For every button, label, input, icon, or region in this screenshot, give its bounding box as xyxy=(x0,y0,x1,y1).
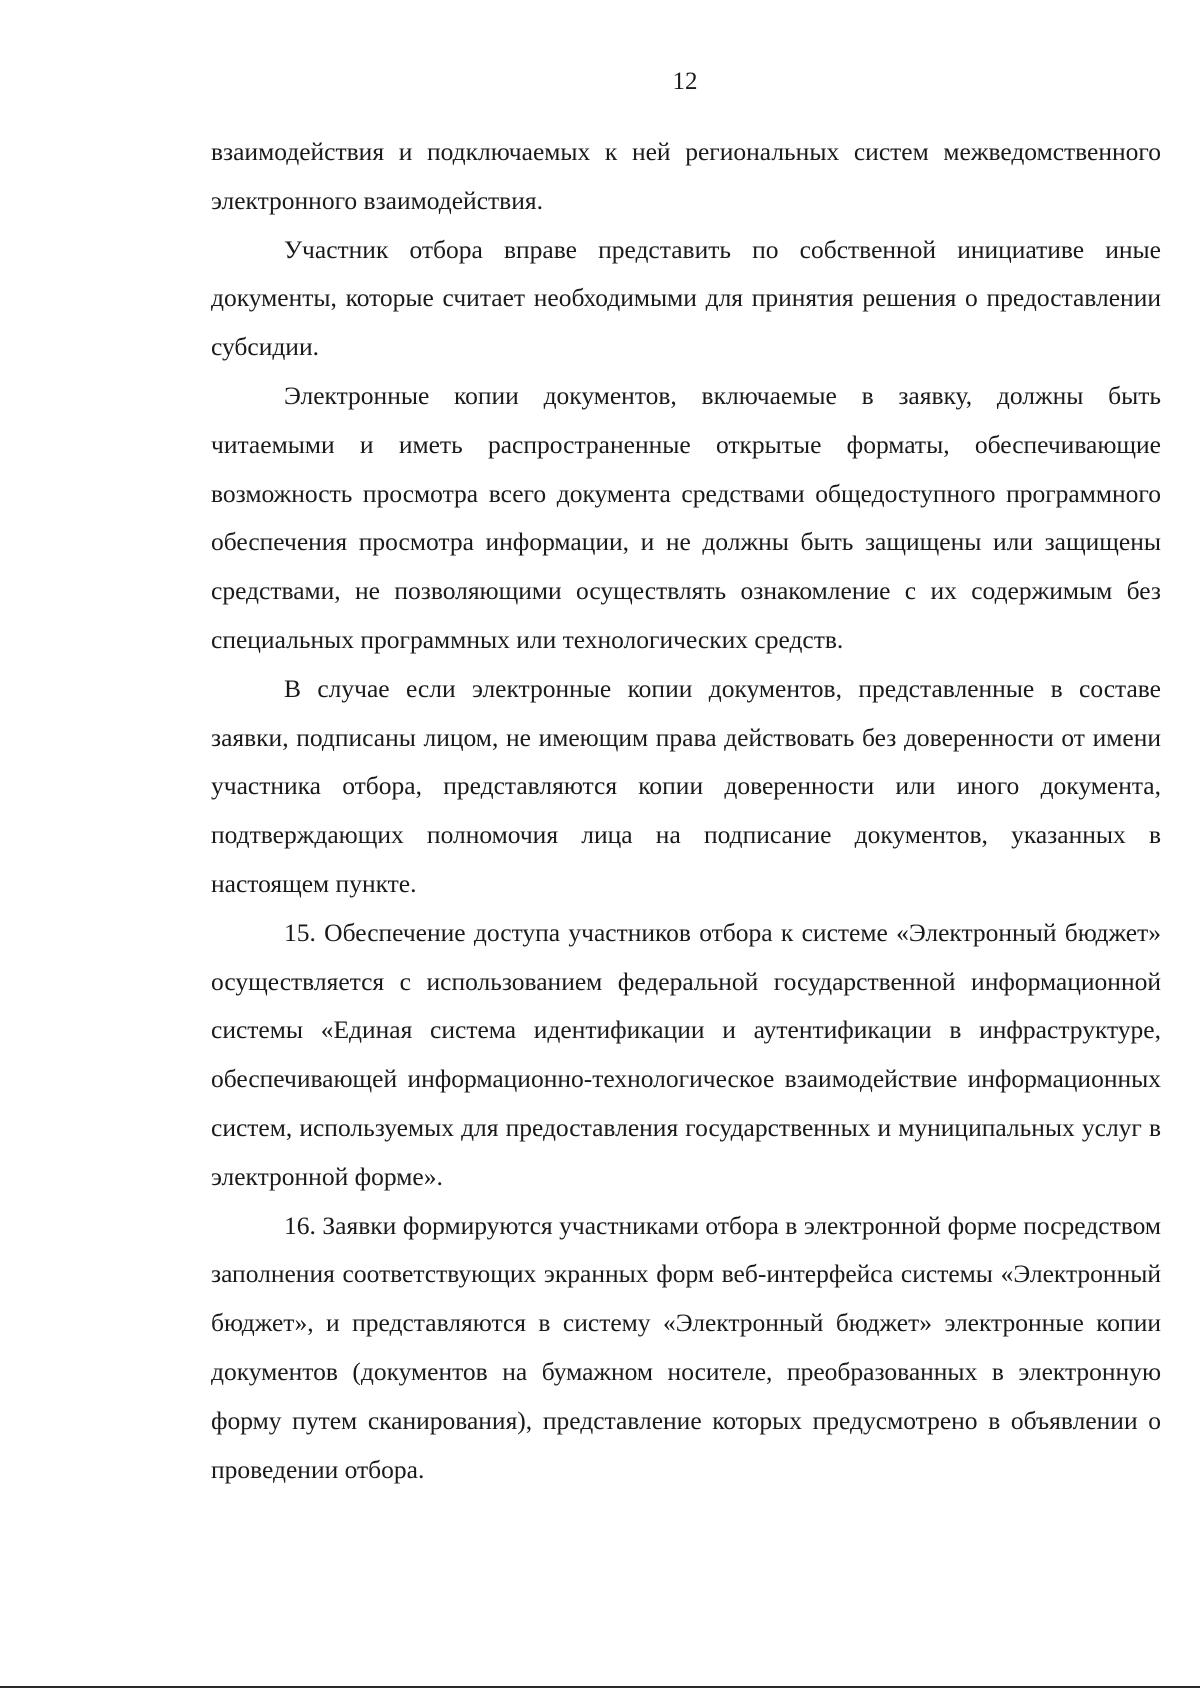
paragraph-continuation: взаимодействия и подключаемых к ней региональных систем межведомственного электронного взаимодействия. xyxy=(211,137,1161,215)
paragraph-electronic-copies: Электронные копии документов, включаемые в заявку, должны быть читаемыми и иметь распространенные открытые форматы, обеспечивающие возможность просмотра всего документа средствами общедоступного программного обеспечения просмотра информации, и не должны быть защищены или защищены средствами, не позволяющими осуществлять ознакомление с их содержимым без специальных программных или технологических средств. xyxy=(211,380,1161,654)
paragraph-item-16: 16. Заявки формируются участниками отбора в электронной форме посредством заполнения соответствующих экранных форм веб-интерфейса системы «Электронный бюджет», и представляются в систему «Электронный бюджет» электронные копии документов (документов на бумажном носителе, преобразованных в электронную форму путем сканирования), представление которых предусмотрено в объявлении о проведении отбора. xyxy=(211,1210,1161,1484)
paragraph-item-15: 15. Обеспечение доступа участников отбора к системе «Электронный бюджет» осуществляется с использованием федеральной государственной информационной системы «Единая система идентификации и аутентификации в инфраструктуре, обеспечивающей информационно-технологическое взаимодействие информационных систем, используемых для предоставления государственных и муниципальных услуг в электронной форме». xyxy=(211,917,1161,1191)
document-body xyxy=(211,128,1161,1494)
page-number: 12 xyxy=(672,68,698,95)
bottom-divider xyxy=(0,1686,1200,1688)
paragraph-additional-documents: Участник отбора вправе представить по собственной инициативе иные документы, которые считает необходимыми для принятия решения о предоставлении субсидии. xyxy=(211,234,1161,362)
paragraph-power-of-attorney: В случае если электронные копии документов, представленные в составе заявки, подписаны лицом, не имеющим права действовать без доверенности от имени участника отбора, представляются копии доверенности или иного документа, подтверждающих полномочия лица на подписание документов, указанных в настоящем пункте. xyxy=(211,673,1161,898)
